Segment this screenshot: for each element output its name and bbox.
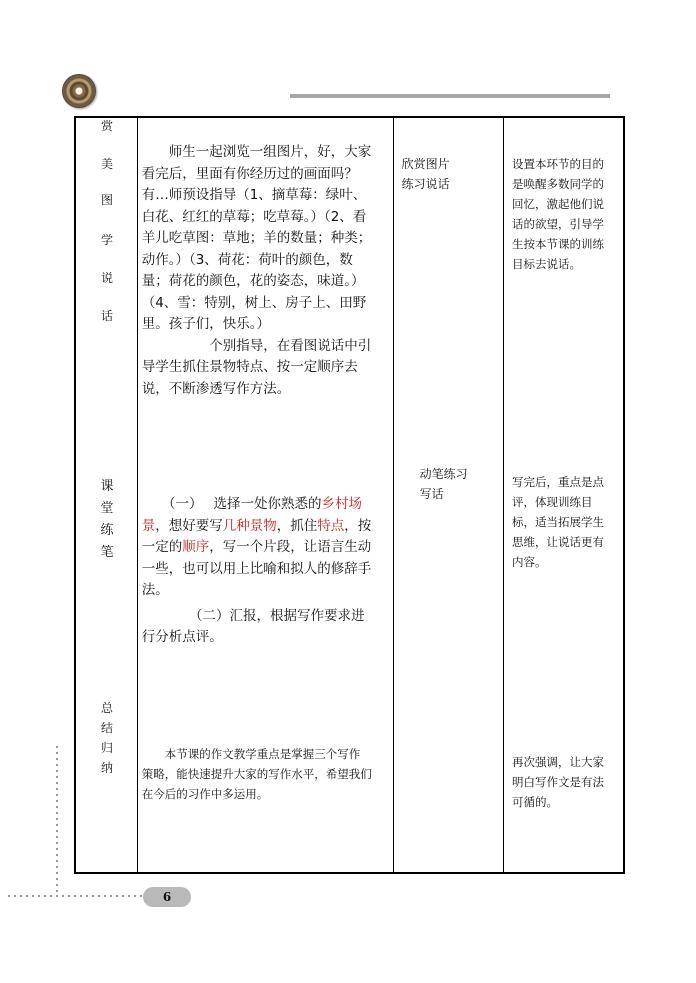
appreciate-intent: 设置本环节的目的 是唤醒多数同学的 回忆，激起他们说 话的欲望，引导学 生按本节课的训练 目标去说话。 [512,157,605,271]
practice-content: （一） 选择一处你熟悉的乡村场 景，想好要写几种景物，抓住特点，按 一定的顺序，写一个片段，让语言生动 一些，也可以用上比喻和拟人的修辞手 法。 （二）汇报，根据写作要求进 行分析点评。 [141,496,372,645]
cd-disc-icon [62,74,96,108]
practice-activity: 动笔练习 写话 [419,467,468,501]
activity-column [393,117,503,873]
summary-intent: 再次强调，让大家 明白写作文是有法 可循的。 [512,755,605,809]
summary-content: 本节课的作文教学重点是掌握三个写作 策略，能快速提升大家的写作水平，希望我们 在今后的习作中多运用。 [141,747,372,801]
header-rule [290,94,610,98]
appreciate-activity: 欣赏图片 练习说话 [401,157,450,191]
stage-label-practice: 课 堂 练 笔 [100,479,114,560]
page-number: 6 [143,887,191,907]
lesson-plan-table [74,116,625,874]
stage-label-summary: 总 结 归 纳 [100,701,113,775]
intent-column [504,117,624,873]
content-column [137,117,393,873]
decorative-dots-vertical [54,744,60,896]
decorative-dots-horizontal [6,893,146,901]
appreciate-content: 师生一起浏览一组图片，好，大家 看完后，里面有你经历过的画面吗？ 有…师预设指导（1、摘草莓：绿叶、 白花、红红的草莓；吃草莓。）（2、看 羊儿吃草图：草地；羊的数量；种类； 动作。）（3、荷花：荷叶的颜色，数 量；荷花的颜色，花的姿态，味道。） （4、雪：特别，树上、房子上、田野 里。孩子们，快乐。） 个别指导，在看图说话中引 导学生抓住景物特点、按一定顺序去 说，不断渗透写作方法。 [141,144,372,397]
stage-column [75,117,137,873]
practice-intent: 写完后，重点是点 评，体现训练目 标，适当拓展学生 思维，让说话更有 内容。 [512,475,605,569]
stage-label-appreciate: 赏 美 图 学 说 话 [100,119,113,323]
